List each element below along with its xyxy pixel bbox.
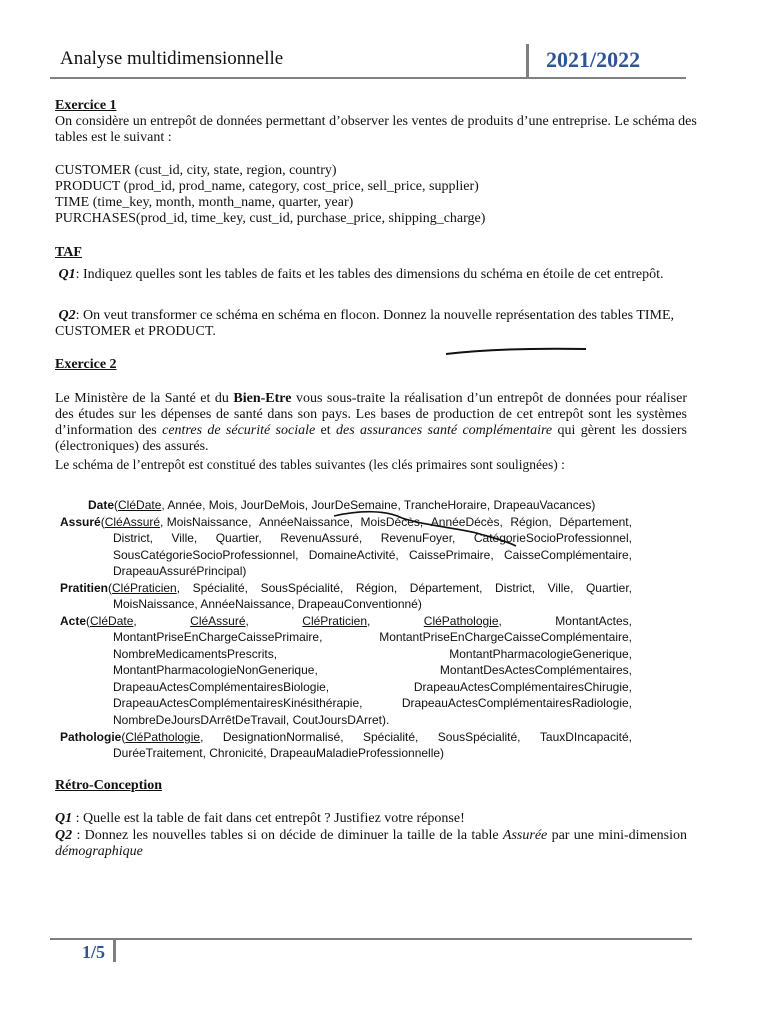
retro-q2-italic-2: démographique [55, 844, 143, 859]
table-product: PRODUCT (prod_id, prod_name, category, cost_price, sell_price, supplier) [55, 179, 479, 194]
attr: DrapeauActesComplémentairesChirugie, [413, 680, 632, 694]
schema-assure-line-3 [113, 547, 632, 563]
attr: DrapeauActesComplémentairesKinésithérapie, [113, 696, 363, 710]
attr: Quartier, [215, 531, 262, 545]
exercise-2-intro [55, 391, 687, 455]
schema-acte-line-5 [113, 679, 632, 695]
table-name-assure: Assuré [60, 515, 101, 529]
page-number: 1/5 [82, 942, 106, 962]
schema-acte-line-3 [113, 646, 632, 662]
retro-q2-label: Q2 [55, 828, 73, 843]
intro-text-g: qui gèrent les dossiers (électroniques) des assurés. [55, 423, 688, 454]
ex1-question-2 [55, 308, 700, 340]
attr: Région, [510, 515, 552, 529]
q1-text: : Indiquez quelles sont les tables de faits et les tables des dimensions du schéma en étoile de cet entrepôt. [75, 267, 664, 282]
attr: Ville, [547, 581, 574, 595]
attr: Département, [559, 515, 632, 529]
attr: Spécialité, [192, 581, 248, 595]
table-time: TIME (time_key, month, month_name, quarter, year) [55, 195, 354, 210]
attr: SousSpécialité, [260, 581, 344, 595]
attr: , MoisNaissance, [160, 515, 252, 529]
header-rule [50, 77, 686, 79]
retro-q2-text-c: par une mini-dimension [547, 828, 687, 843]
attr: RevenuAssuré, [280, 531, 363, 545]
attr: MontantActes, [555, 614, 632, 628]
attr: SousCatégorieSocioProfessionnel, [113, 548, 299, 562]
taf-title: TAF [55, 245, 82, 260]
pk-acte-pathologie: CléPathologie [423, 614, 499, 628]
retro-q1-label: Q1 [55, 811, 73, 826]
attr: MontantDesActesComplémentaires, [439, 663, 632, 677]
attr: SousSpécialité, [437, 730, 521, 744]
attr: CaissePrimaire, [409, 548, 494, 562]
table-name-acte: Acte [60, 614, 87, 628]
retro-q2-italic-1: Assurée [502, 828, 548, 843]
pk-acte-assure: CléAssuré [190, 614, 246, 628]
attr: DrapeauActesComplémentairesBiologie, [113, 680, 330, 694]
pk-praticien: CléPraticien [112, 581, 177, 595]
schema-acte-line-6 [113, 695, 632, 711]
header-divider [526, 44, 529, 77]
q2-label: Q2 [58, 308, 76, 323]
attr: MontantPriseEnChargeCaissePrimaire, [113, 630, 323, 644]
table-name-date: Date [88, 498, 115, 512]
exercise-1-title: Exercice 1 [55, 98, 117, 113]
schema-pathologie-line-2: DuréeTraitement, Chronicité, DrapeauMaladieProfessionnelle) [113, 746, 445, 760]
attr: CaisseComplémentaire, [503, 548, 632, 562]
footer-divider [113, 940, 116, 962]
handwritten-stroke [440, 342, 590, 362]
schema-pathologie-line-1: Pathologie(CléPathologie, DesignationNormalisé, Spécialité, SousSpécialité, TauxDIncapacité, [60, 730, 632, 744]
pk-pathologie: CléPathologie [125, 730, 201, 744]
retro-q1-text: : Quelle est la table de fait dans cet entrepôt ? Justifiez votre réponse! [72, 811, 465, 826]
attr: TauxDIncapacité, [539, 730, 632, 744]
schema-acte-line-1: Acte(CléDate, CléAssuré, CléPraticien, CléPathologie, MontantActes, [60, 614, 632, 628]
attr: RevenuFoyer, [380, 531, 456, 545]
attr: District, [495, 581, 536, 595]
intro-text-e: et [315, 423, 336, 438]
intro-bold: Bien-Etre [233, 391, 292, 406]
table-customer: CUSTOMER (cust_id, city, state, region, country) [55, 163, 337, 178]
attr: Quartier, [585, 581, 632, 595]
academic-year: 2021/2022 [546, 47, 641, 72]
retro-question-2 [55, 828, 687, 860]
schema-assure-line-1: Assuré(CléAssuré, MoisNaissance, AnnéeNaissance, MoisDécès, AnnéeDécès, Région, Département, [60, 515, 632, 529]
ex1-question-1 [55, 267, 700, 283]
attr: , [176, 581, 181, 595]
retro-q2-text-a: : Donnez les nouvelles tables si on décide de diminuer la taille de la table [72, 828, 503, 843]
schema-intro: Le schéma de l’entrepôt est constitué des tables suivantes (les clés primaires sont soulignées) : [55, 457, 565, 472]
pk-assure: CléAssuré [104, 515, 161, 529]
attr: AnnéeDécès, [430, 515, 503, 529]
table-name-praticien: Pratitien [60, 581, 109, 595]
pk-acte-date: CléDate [90, 614, 134, 628]
attr: MoisDécès, [360, 515, 424, 529]
schema-assure-line-4: DrapeauAssuréPrincipal) [113, 564, 247, 578]
attr: District, [113, 531, 153, 545]
intro-text-c: vous sous-traite la réalisation d’un entrepôt de données pour réaliser des études sur les dépenses de santé dans son pays. Les bases de production de cet entrepôt sont les systèmes d’information des [55, 391, 687, 438]
attr: CatégorieSocioProfessionnel, [473, 531, 632, 545]
intro-italic-1: centres de sécurité sociale [162, 423, 316, 438]
retro-question-1 [55, 811, 700, 827]
table-purchases: PURCHASES(prod_id, time_key, cust_id, purchase_price, shipping_charge) [55, 211, 486, 226]
attr: AnnéeNaissance, [258, 515, 354, 529]
pk-date: CléDate [118, 498, 162, 512]
schema-praticien-line-1: Pratitien(CléPraticien, Spécialité, SousSpécialité, Région, Département, District, Ville, Quartier, [60, 581, 632, 595]
exercise-1-intro: On considère un entrepôt de données permettant d’observer les ventes de produits d’une entreprise. Le schéma des tables est le suivant : [55, 114, 697, 145]
attr: , [200, 730, 204, 744]
exercise-2-title: Exercice 2 [55, 357, 117, 372]
retro-conception-title: Rétro-Conception [55, 778, 163, 793]
attr: Région, [355, 581, 398, 595]
document-title: Analyse multidimensionnelle [60, 48, 284, 69]
attr: DesignationNormalisé, [222, 730, 344, 744]
schema-date: Date(CléDate, Année, Mois, JourDeMois, JourDeSemaine, TrancheHoraire, DrapeauVacances) [88, 498, 596, 512]
handwritten-scribble [330, 508, 530, 548]
q1-label: Q1 [58, 267, 76, 282]
attr: Spécialité, [362, 730, 419, 744]
date-attributes: , Année, Mois, JourDeMois, JourDeSemaine, TrancheHoraire, DrapeauVacances) [161, 498, 596, 512]
attr: MontantPharmacologieGenerique, [449, 647, 632, 661]
attr: DomaineActivité, [308, 548, 399, 562]
attr: Ville, [171, 531, 198, 545]
q2-text: : On veut transformer ce schéma en schéma en flocon. Donnez la nouvelle représentation des tables TIME, CUSTOMER et PRODUCT. [55, 308, 675, 339]
intro-text-a: Le Ministère de la Santé et du [55, 391, 234, 406]
schema-acte-line-7: NombreDeJoursDArrêtDeTravail, CoutJoursDArret). [113, 713, 390, 727]
attr: DrapeauActesComplémentairesRadiologie, [401, 696, 632, 710]
attr: NombreMedicamentsPrescrits, [113, 647, 278, 661]
footer-rule [50, 938, 692, 940]
attr: MontantPharmacologieNonGenerique, [113, 663, 318, 677]
schema-praticien-line-2: MoisNaissance, AnnéeNaissance, DrapeauConventionné) [113, 597, 422, 611]
pk-acte-praticien: CléPraticien [302, 614, 367, 628]
table-name-pathologie: Pathologie [60, 730, 122, 744]
schema-acte-line-2 [113, 629, 632, 645]
attr: MontantPriseEnChargeCaisseComplémentaire, [379, 630, 632, 644]
attr: Département, [409, 581, 483, 595]
schema-acte-line-4 [113, 662, 632, 678]
intro-italic-2: des assurances santé complémentaire [336, 423, 553, 438]
